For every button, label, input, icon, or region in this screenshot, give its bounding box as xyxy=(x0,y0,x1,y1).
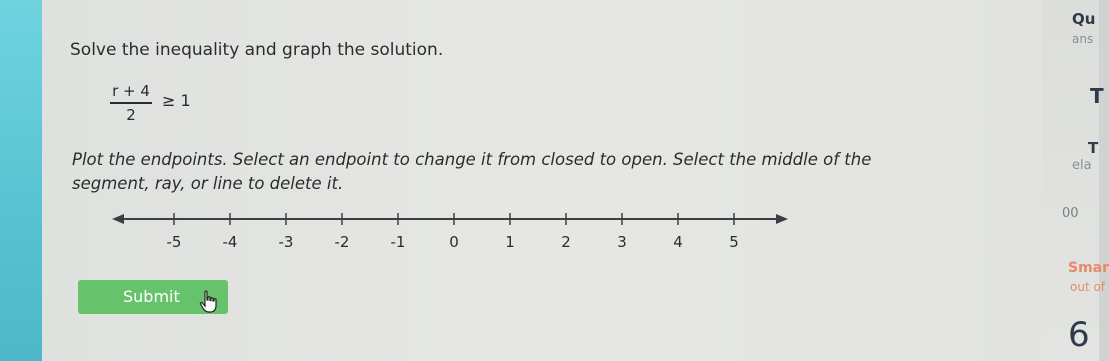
smartscore-sublabel: out of xyxy=(1070,280,1106,294)
tick-label: -5 xyxy=(166,233,182,251)
number-line[interactable] xyxy=(110,205,800,255)
fraction-numerator: r + 4 xyxy=(112,82,150,100)
submit-label: Submit xyxy=(123,287,180,306)
score-panel xyxy=(1042,0,1099,361)
tick-label: 4 xyxy=(673,233,683,251)
tick-label: 2 xyxy=(561,233,571,251)
left-accent-strip xyxy=(0,0,42,361)
fraction-denominator: 2 xyxy=(126,105,136,124)
tick-label: 3 xyxy=(617,233,627,251)
hand-cursor-icon xyxy=(198,290,220,314)
smartscore-value: 6 xyxy=(1068,315,1090,355)
answered-sublabel: ans xyxy=(1072,32,1094,46)
time-elapsed-label: ela xyxy=(1072,158,1092,173)
instructions-text: Plot the endpoints. Select an endpoint to change it from closed to open. Select the middle of the segment, ray, or line to delete it. xyxy=(72,150,872,193)
tick-label: -1 xyxy=(390,233,406,251)
right-arrow-icon xyxy=(776,214,788,224)
tick-label: -4 xyxy=(222,233,238,251)
tick-label: -2 xyxy=(334,233,350,251)
inequality-relation: ≥ 1 xyxy=(162,91,191,110)
left-arrow-icon xyxy=(112,214,124,224)
smartscore-label: Smar xyxy=(1068,260,1109,276)
tick-label: -3 xyxy=(278,233,294,251)
tick-label: 1 xyxy=(505,233,515,251)
question-prompt: Solve the inequality and graph the solution. xyxy=(70,40,444,60)
tick-label: 5 xyxy=(729,233,739,251)
tick-label: 0 xyxy=(449,233,459,251)
time-label: T xyxy=(1088,139,1099,157)
timer-value: 00 xyxy=(1062,206,1079,221)
answered-count: T xyxy=(1090,84,1104,108)
questions-answered-label: Qu xyxy=(1072,10,1096,28)
inequality-fraction xyxy=(108,82,154,124)
